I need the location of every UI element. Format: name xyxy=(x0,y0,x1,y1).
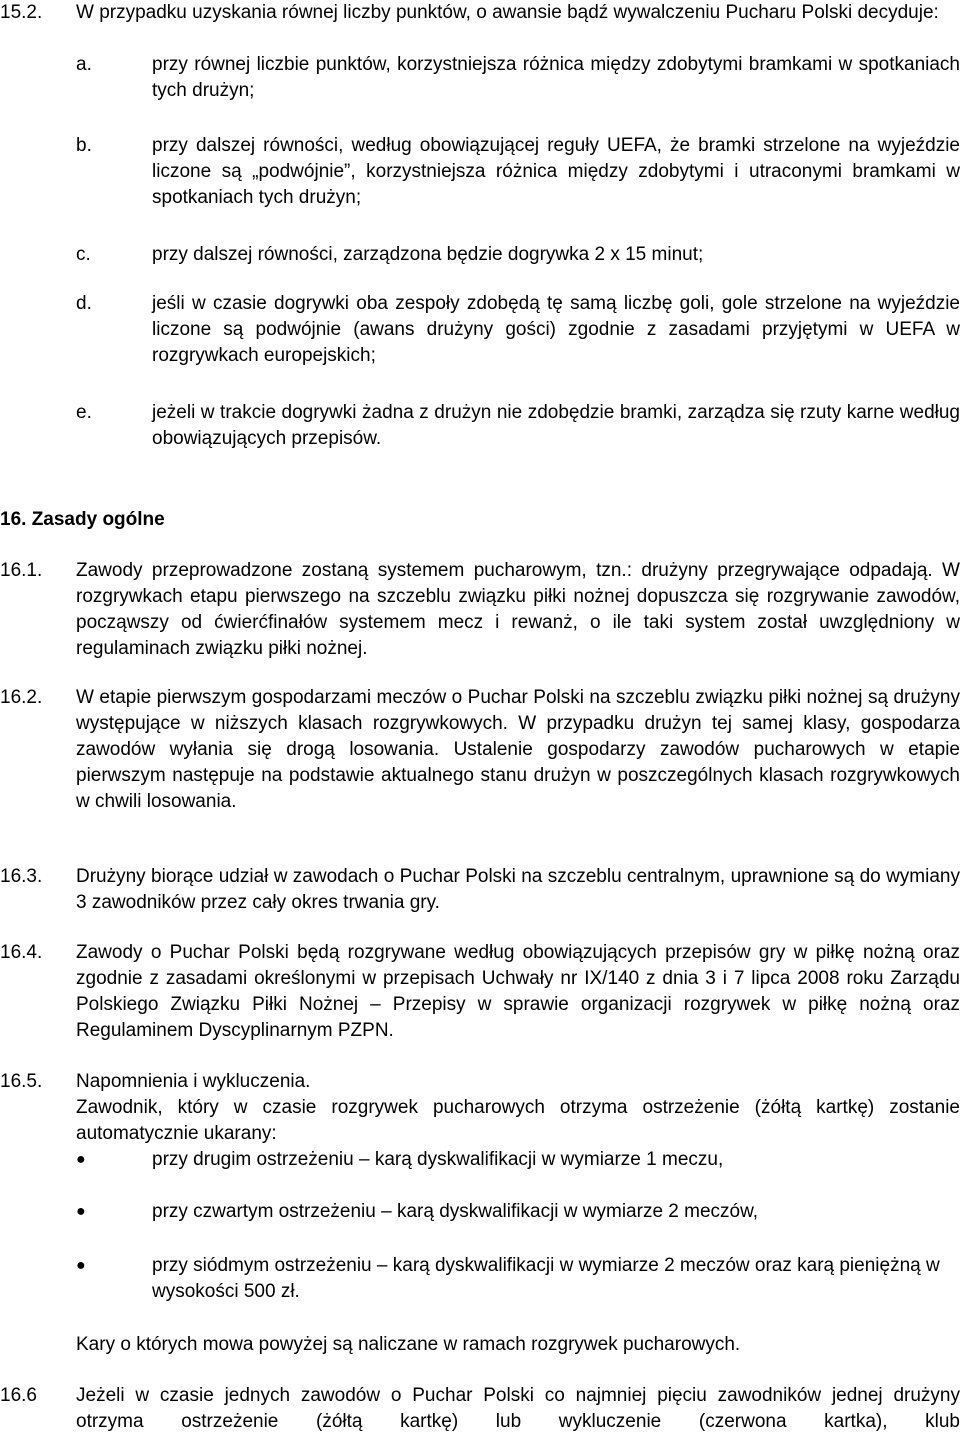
paragraph-number: 15.2. xyxy=(0,2,43,23)
paragraph-title: Napomnienia i wykluczenia. xyxy=(76,1071,311,1092)
bullet-text: przy drugim ostrzeżeniu – karą dyskwalifikacji w wymiarze 1 meczu, xyxy=(152,1149,724,1170)
bullet-icon: ● xyxy=(76,1151,86,1168)
section-15-2 xyxy=(0,0,960,101)
bullet-icon: ● xyxy=(76,1257,86,1274)
bullet-icon: ● xyxy=(76,1203,86,1220)
item-text: jeżeli w trakcie dogrywki żadna z drużyn nie zdobędzie bramki, zarządza się rzuty karne według obowiązujących przepisów. xyxy=(152,402,960,449)
bullet-text: przy siódmym ostrzeżeniu – karą dyskwalifikacji w wymiarze 2 meczów oraz karą pieniężną w wysokości 500 zł. xyxy=(152,1255,940,1302)
item-text: przy równej liczbie punktów, korzystniejsza różnica między zdobytymi bramkami w spotkaniach tych drużyn; xyxy=(152,54,960,101)
item-text: przy dalszej równości, według obowiązującej reguły UEFA, że bramki strzelone na wyjeździe liczone są „podwójnie”, korzystniejsza różnica między zdobytymi i utraconymi bramkami w spotkaniach tych drużyn; xyxy=(152,135,960,208)
paragraph-text: Zawody o Puchar Polski będą rozgrywane według obowiązujących przepisów gry w piłkę nożną oraz zgodnie z zasadami określonymi w przepisach Uchwały nr IX/140 z dnia 3 i 7 lipca 2008 roku Zarządu Polskiego Związku Piłki Nożnej – Przepisy w sprawie organizacji rozgrywek w piłkę nożną oraz Regulaminem Dyscyplinarnym PZPN. xyxy=(76,942,960,1041)
paragraph-text: Kary o których mowa powyżej są naliczane w ramach rozgrywek pucharowych. xyxy=(76,1334,741,1355)
paragraph-text: Drużyny biorące udział w zawodach o Puchar Polski na szczeblu centralnym, uprawnione są do wymiany 3 zawodników przez cały okres trwania gry. xyxy=(76,866,960,913)
bullet-text: przy czwartym ostrzeżeniu – karą dyskwalifikacji w wymiarze 2 meczów, xyxy=(152,1201,759,1222)
item-text: jeśli w czasie dogrywki oba zespoły zdobędą tę samą liczbę goli, gole strzelone na wyjeździe liczone są podwójnie (awans drużyny gości) zgodnie z zasadami przyjętymi w UEFA w rozgrywkach europejskich; xyxy=(152,293,960,366)
section-heading: 16. Zasady ogólne xyxy=(0,509,165,530)
paragraph-number: 16.1. xyxy=(0,560,43,581)
paragraph-intro: W przypadku uzyskania równej liczby punktów, o awansie bądź wywalczeniu Pucharu Polski decyduje: xyxy=(76,2,939,23)
paragraph-number: 16.5. xyxy=(0,1071,43,1092)
item-text: przy dalszej równości, zarządzona będzie dogrywka 2 x 15 minut; xyxy=(152,244,704,265)
paragraph-intro: Zawodnik, który w czasie rozgrywek pucharowych otrzyma ostrzeżenie (żółtą kartkę) zostanie automatycznie ukarany: xyxy=(76,1097,960,1144)
item-label: a. xyxy=(76,54,92,75)
item-label: e. xyxy=(76,402,92,423)
paragraph-number: 16.2. xyxy=(0,687,43,708)
item-label: d. xyxy=(76,293,92,314)
item-label: c. xyxy=(76,244,91,265)
paragraph-text: W etapie pierwszym gospodarzami meczów o Puchar Polski na szczeblu związku piłki nożnej są drużyny występujące w niższych klasach rozgrywkowych. W przypadku drużyn tej samej klasy, gospodarza zawodów wyłania się drogą losowania. Ustalenie gospodarzy zawodów pucharowych w etapie pierwszym następuje na podstawie aktualnego stanu drużyn w poszczególnych klasach rozgrywkowych w chwili losowania. xyxy=(76,687,960,812)
item-label: b. xyxy=(76,135,92,156)
paragraph-text: Zawody przeprowadzone zostaną systemem pucharowym, tzn.: drużyny przegrywające odpadają. W rozgrywkach etapu pierwszego na szczeblu związku piłki nożnej dopuszcza się rozgrywanie zawodów, począwszy od ćwierćfinałów systemem mecz i rewanż, o ile taki system został uwzględniony w regulaminach związku piłki nożnej. xyxy=(76,560,960,659)
paragraph-number: 16.3. xyxy=(0,866,43,887)
paragraph-number: 16.4. xyxy=(0,942,43,963)
paragraph-number: 16.6 xyxy=(0,1385,37,1406)
paragraph-text: Jeżeli w czasie jednych zawodów o Puchar Polski co najmniej pięciu zawodników jednej drużyny otrzyma ostrzeżenie (żółtą kartkę) lub wykluczenie (czerwona kartka), klub xyxy=(76,1385,960,1432)
